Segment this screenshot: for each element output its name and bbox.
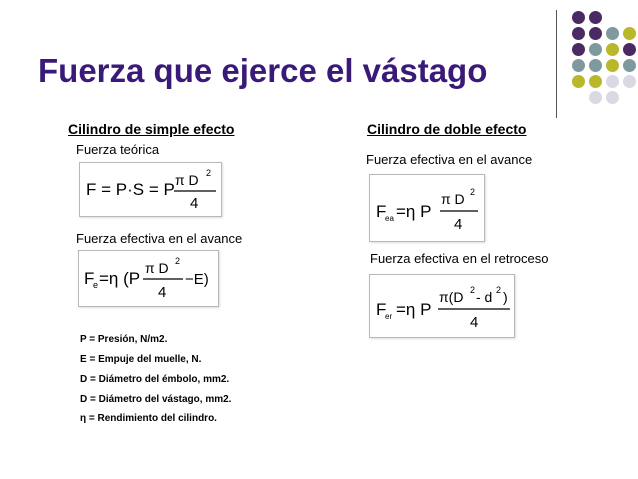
- legend-item: P = Presión, N/m2.: [80, 334, 168, 345]
- formula-lhs: F: [376, 202, 387, 221]
- formula-exponent: 2: [206, 168, 212, 178]
- formula-denominator: 4: [158, 284, 167, 301]
- formula-subscript: er: [385, 312, 393, 321]
- formula-effective-return-double: [369, 274, 515, 338]
- formula-subscript: e: [93, 280, 99, 290]
- decor-dot: [606, 91, 619, 104]
- decor-dot: [589, 75, 602, 88]
- formula-mid: =η (P: [99, 269, 141, 288]
- slide-title: Fuerza que ejerce el vástago: [38, 52, 488, 89]
- formula-numerator: π(D: [439, 289, 464, 305]
- theoretical-force-label: Fuerza teórica: [76, 142, 160, 157]
- formula-effective-force-single: [78, 250, 219, 307]
- formula-theoretical-force: [79, 162, 222, 217]
- effective-advance-label-right: Fuerza efectiva en el avance: [366, 152, 533, 167]
- decor-dot: [606, 59, 619, 72]
- formula-exponent: 2: [470, 285, 476, 295]
- single-acting-heading: Cilindro de simple efecto: [68, 121, 235, 137]
- decorative-dot-grid: [0, 0, 638, 130]
- decor-dot: [623, 59, 636, 72]
- formula-mid: =η P: [396, 300, 432, 319]
- decor-dot: [623, 27, 636, 40]
- formula-mid: =η P: [396, 202, 432, 221]
- formula-subscript: ea: [385, 214, 394, 223]
- legend-item: E = Empuje del muelle, N.: [80, 354, 202, 365]
- formula-denominator: 4: [454, 216, 463, 233]
- formula-tail: −E): [185, 271, 209, 288]
- decor-dot: [572, 43, 585, 56]
- formula-numerator: π D: [175, 172, 199, 188]
- decor-dot: [606, 75, 619, 88]
- decor-dot: [589, 59, 602, 72]
- legend-item: D = Diámetro del émbolo, mm2.: [80, 374, 230, 385]
- decor-dot: [572, 11, 585, 24]
- decor-dot: [623, 43, 636, 56]
- decor-dot: [589, 91, 602, 104]
- decor-dot: [623, 75, 636, 88]
- decor-dot: [589, 11, 602, 24]
- formula-denominator: 4: [470, 314, 479, 331]
- formula-lhs: F: [376, 300, 387, 319]
- formula-exponent: 2: [470, 187, 476, 197]
- formula-numerator-close: ): [503, 289, 508, 305]
- decor-dot: [572, 75, 585, 88]
- decor-dot: [572, 27, 585, 40]
- formula-numerator: π D: [145, 260, 169, 276]
- legend-item: D = Diámetro del vástago, mm2.: [80, 394, 232, 405]
- decor-dot: [606, 43, 619, 56]
- formula-numerator-part: - d: [476, 289, 493, 305]
- formula-exponent-2: 2: [496, 285, 502, 295]
- decor-dot: [589, 43, 602, 56]
- decor-dot: [572, 59, 585, 72]
- formula-lhs: F = P·S = P: [86, 180, 175, 199]
- effective-return-label: Fuerza efectiva en el retroceso: [370, 251, 549, 266]
- formula-exponent: 2: [175, 256, 181, 266]
- legend-item: η = Rendimiento del cilindro.: [80, 413, 217, 424]
- formula-denominator: 4: [190, 195, 199, 212]
- decor-dot: [589, 27, 602, 40]
- effective-advance-label-left: Fuerza efectiva en el avance: [76, 231, 243, 246]
- double-acting-heading: Cilindro de doble efecto: [367, 121, 527, 137]
- formula-effective-advance-double: [369, 174, 485, 242]
- formula-numerator: π D: [441, 191, 465, 207]
- decor-dot: [606, 27, 619, 40]
- formula-lhs: F: [84, 269, 95, 288]
